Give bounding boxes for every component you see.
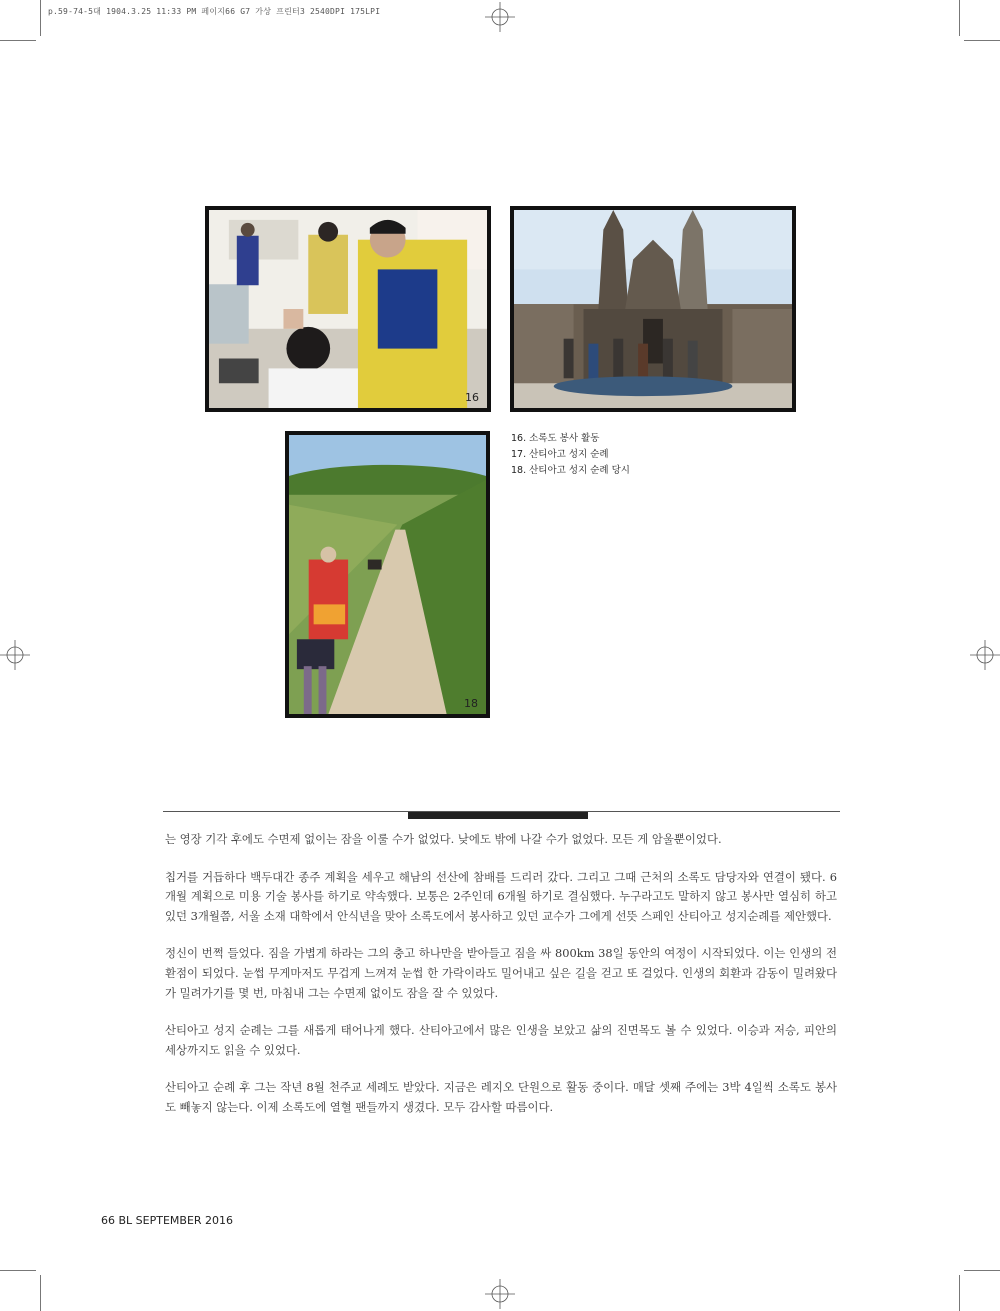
crop-mark <box>959 1275 960 1311</box>
article-body <box>165 830 837 1136</box>
section-rule-bar <box>408 812 588 819</box>
crop-mark <box>964 1270 1000 1271</box>
caption-16: 16. 소록도 봉사 활동 <box>511 433 600 444</box>
crop-mark <box>959 0 960 36</box>
photo-number: 18 <box>464 697 478 710</box>
paragraph: 정신이 번쩍 들었다. 짐을 가볍게 하라는 그의 충고 하나만을 받아들고 짐을 싸 800km 38일 동안의 여정이 시작되었다. 이는 인생의 전환점이 되었다. 눈썹 무게마저도 무겁게 느껴져 눈썹 한 가락이라도 밀어내고 싶은 길을 걷고 또 걸었다. 인생의 회환과 감동이 밀려왔다가 밀려가기를 몇 번, 마침내 그는 수면제 없이도 잠을 잘 수 있었다. <box>165 946 837 1000</box>
crop-mark <box>40 1275 41 1311</box>
photo-16-image <box>209 210 487 408</box>
page-folio: 66 BL SEPTEMBER 2016 <box>101 1214 234 1227</box>
registration-mark-right <box>970 640 1000 670</box>
crop-mark <box>0 40 36 41</box>
photo-pilgrim-path <box>285 431 490 718</box>
caption-18: 18. 산티아고 성지 순례 당시 <box>511 465 630 476</box>
paragraph: 는 영장 기각 후에도 수면제 없이는 잠을 이룰 수가 없었다. 낮에도 밖에 나갈 수가 없었다. 모든 게 암울뿐이었다. <box>165 832 722 846</box>
photo-number: 16 <box>465 391 479 404</box>
photo-santiago-cathedral <box>510 206 796 412</box>
crop-mark <box>0 1270 36 1271</box>
registration-mark-top <box>485 2 515 32</box>
photo-17-image <box>514 210 792 408</box>
photo-captions <box>511 431 630 479</box>
registration-mark-left <box>0 640 30 670</box>
paragraph: 칩거를 거듭하다 백두대간 종주 계획을 세우고 해남의 선산에 참배를 드리러 갔다. 그리고 그때 근처의 소록도 담당자와 연결이 됐다. 6개월 계획으로 미용 기술 봉사를 하기로 약속했다. 보통은 2주인데 6개월 하기로 결심했다. 누구라고도 말하지 않고 봉사만 열심히 하고 있던 3개월쯤, 서울 소재 대학에서 안식년을 맞아 소록도에서 봉사하고 있던 교수가 그에게 선뜻 스페인 산티아고 성지순례를 제안했다. <box>165 869 837 923</box>
crop-mark <box>40 0 41 36</box>
caption-17: 17. 산티아고 성지 순례 <box>511 449 609 460</box>
registration-mark-bottom <box>485 1279 515 1309</box>
print-slug: p.59-74-5대 1904.3.25 11:33 PM 페이지66 G7 가상 프린터3 2540DPI 175LPI <box>48 7 381 16</box>
paragraph: 산티아고 성지 순례는 그를 새롭게 태어나게 했다. 산티아고에서 많은 인생을 보았고 삶의 진면목도 볼 수 있었다. 이승과 저승, 피안의 세상까지도 읽을 수 있었다. <box>165 1023 837 1057</box>
photo-volunteer-haircut <box>205 206 491 412</box>
photo-18-image <box>289 435 486 714</box>
paragraph: 산티아고 순례 후 그는 작년 8월 천주교 세례도 받았다. 지금은 레지오 단원으로 활동 중이다. 매달 셋째 주에는 3박 4일씩 소록도 봉사도 빼놓지 않는다. 이제 소록도에 열혈 팬들까지 생겼다. 모두 감사할 따름이다. <box>165 1080 837 1114</box>
crop-mark <box>964 40 1000 41</box>
